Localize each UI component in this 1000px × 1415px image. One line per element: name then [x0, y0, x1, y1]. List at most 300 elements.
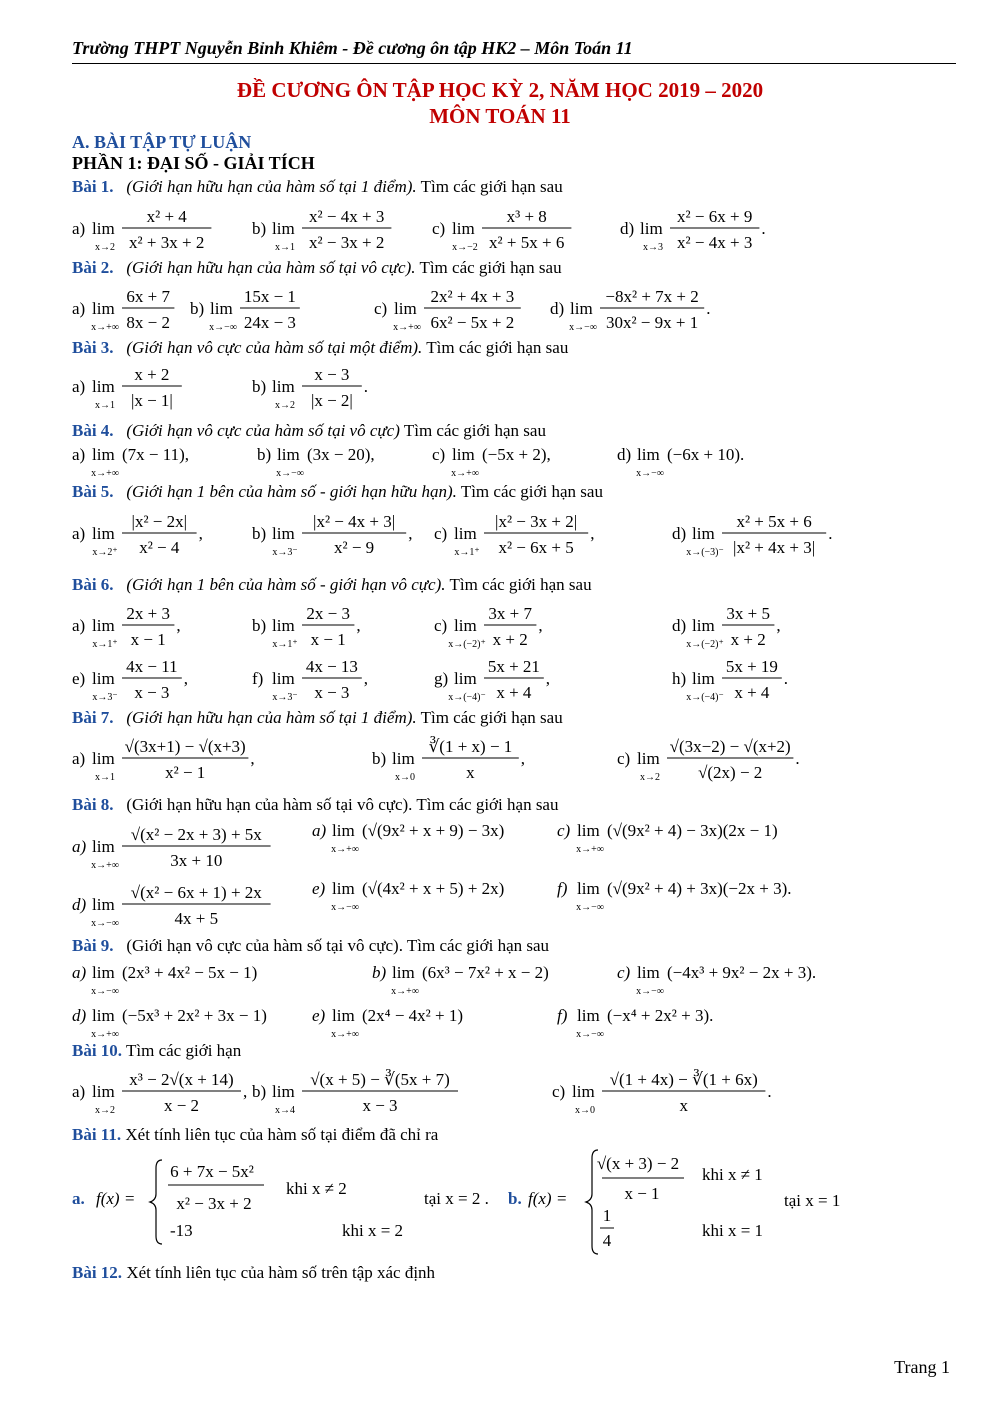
fraction-denominator: 24x − 3 — [243, 313, 296, 332]
fraction-denominator: 4x + 5 — [174, 909, 219, 928]
fraction-numerator: 3x + 7 — [488, 604, 532, 623]
limit-subscript: x→0 — [575, 1105, 595, 1116]
exercise-label: h) — [672, 669, 687, 688]
exercise-row — [72, 818, 932, 878]
limit-subscript: x→1⁺ — [92, 639, 118, 650]
lim-operator: lim — [92, 837, 115, 856]
expression: (√(9x² + 4) + 3x)(−2x + 3). — [607, 879, 792, 898]
punctuation: , — [776, 616, 781, 635]
limit-expression — [672, 597, 952, 657]
expression: (√(9x² + x + 9) − 3x) — [362, 821, 505, 840]
punctuation: , — [545, 669, 551, 688]
exercise-row — [72, 730, 932, 790]
limit-subscript: x→(−4)⁻ — [686, 692, 724, 703]
limit-expression — [617, 960, 897, 996]
exercise-label: f) — [252, 669, 264, 688]
expression: (3x − 20), — [307, 445, 375, 464]
limit-subscript: x→(−2)⁺ — [686, 639, 724, 650]
lim-operator: lim — [92, 524, 115, 543]
limit-subscript: x→−2 — [452, 242, 478, 253]
lim-operator: lim — [272, 669, 295, 688]
problem-heading: Bài 11. Xét tính liên tục của hàm số tại điểm đã chỉ ra — [72, 1125, 439, 1144]
condition: khi x = 2 — [342, 1221, 404, 1240]
fraction-numerator: x² + 4 — [146, 207, 187, 226]
exercise-label: a) — [72, 1082, 86, 1101]
fraction-numerator: √(1 + 4x) − ∛(1 + 6x) — [609, 1070, 758, 1089]
fraction-denominator: x − 1 — [310, 630, 346, 649]
fraction-numerator: |x² − 4x + 3| — [313, 512, 396, 531]
exercise-label: d) — [617, 445, 632, 464]
expression: (√(9x² + 4) − 3x)(2x − 1) — [607, 821, 778, 840]
exercise-row — [72, 442, 932, 482]
exercise-label: c) — [434, 616, 448, 635]
exercise-label: c) — [617, 963, 631, 982]
section-heading: A. BÀI TẬP TỰ LUẬN — [72, 132, 252, 152]
condition: khi x = 1 — [702, 1221, 764, 1240]
problem-heading: Bài 12. Xét tính liên tục của hàm số trên tập xác định — [72, 1263, 436, 1282]
limit-expression — [312, 818, 592, 854]
punctuation: . — [783, 669, 789, 688]
lim-operator: lim — [570, 299, 593, 318]
lim-operator: lim — [452, 445, 475, 464]
fraction-denominator: x² + 3x + 2 — [129, 233, 205, 252]
document-title: ĐỀ CƯƠNG ÔN TẬP HỌC KỲ 2, NĂM HỌC 2019 – 2020 — [236, 78, 764, 102]
fraction-denominator: x² + 5x + 6 — [489, 233, 565, 252]
limit-subscript: x→0 — [395, 772, 415, 783]
lim-operator: lim — [272, 377, 295, 396]
limit-subscript: x→(−3)⁻ — [686, 547, 724, 558]
fraction-denominator: x² − 6x + 5 — [498, 538, 574, 557]
fraction-denominator: x² − 4x + 3 — [677, 233, 753, 252]
lim-operator: lim — [92, 219, 115, 238]
limit-expression — [312, 876, 592, 912]
lim-operator: lim — [692, 669, 715, 688]
exercise-label: b) — [372, 963, 387, 982]
expression: (−5x³ + 2x² + 3x − 1) — [122, 1006, 267, 1025]
fraction-numerator: x² − 4x + 3 — [309, 207, 385, 226]
limit-subscript: x→+∞ — [91, 1029, 119, 1040]
fraction-denominator: x² − 1 — [165, 763, 206, 782]
problem-heading: Bài 7. (Giới hạn hữu hạn của hàm số tại 1 điểm). Tìm các giới hạn sau — [72, 708, 563, 727]
punctuation: . — [795, 749, 800, 768]
expression: (√(4x² + x + 5) + 2x) — [362, 879, 505, 898]
punctuation: , — [250, 749, 255, 768]
limit-subscript: x→2 — [275, 400, 295, 411]
expression: (2x³ + 4x² − 5x − 1) — [122, 963, 258, 982]
fraction-denominator: x + 2 — [492, 630, 528, 649]
fraction-numerator: 5x + 21 — [487, 657, 540, 676]
limit-expression — [72, 730, 352, 790]
punctuation: . — [706, 299, 711, 318]
lim-operator: lim — [92, 1082, 115, 1101]
exercise-label: f) — [557, 1006, 568, 1025]
limit-expression — [72, 818, 352, 878]
fraction-numerator: 2x + 3 — [126, 604, 170, 623]
exercise-label: d) — [550, 299, 565, 318]
lim-operator: lim — [332, 1006, 355, 1025]
punctuation: , — [198, 524, 203, 543]
limit-subscript: x→1⁺ — [454, 547, 480, 558]
problem-heading: Bài 5. (Giới hạn 1 bên của hàm số - giới hạn hữu hạn). Tìm các giới hạn sau — [72, 482, 603, 501]
limit-expression — [620, 200, 900, 260]
punctuation: . — [767, 1082, 772, 1101]
fraction-numerator: 4x − 13 — [305, 657, 358, 676]
exercise-label: c) — [557, 821, 571, 840]
limit-subscript: x→4 — [275, 1105, 295, 1116]
limit-subscript: x→+∞ — [331, 1029, 359, 1040]
limit-subscript: x→2⁺ — [92, 547, 118, 558]
exercise-label: e) — [312, 1006, 326, 1025]
limit-subscript: x→2 — [95, 1105, 115, 1116]
limit-subscript: x→−∞ — [91, 918, 119, 929]
problem-heading: Bài 1. (Giới hạn hữu hạn của hàm số tại 1 điểm). Tìm các giới hạn sau — [72, 177, 563, 196]
fraction-numerator: 2x² + 4x + 3 — [430, 287, 515, 306]
evaluation-point: tại x = 1 — [784, 1191, 841, 1210]
fraction-numerator: ∛(1 + x) − 1 — [428, 737, 513, 756]
exercise-label: e) — [312, 879, 326, 898]
lim-operator: lim — [392, 749, 415, 768]
limit-expression — [252, 1063, 532, 1123]
exercise-label: a) — [72, 749, 86, 768]
lim-operator: lim — [272, 616, 295, 635]
fraction-denominator: x + 2 — [730, 630, 766, 649]
exercise-label: a) — [72, 377, 86, 396]
lim-operator: lim — [452, 219, 475, 238]
problem-heading: Bài 8. (Giới hạn hữu hạn của hàm số tại vô cực). Tìm các giới hạn sau — [72, 795, 559, 814]
limit-subscript: x→1 — [275, 242, 295, 253]
piecewise-b — [508, 1150, 840, 1254]
fraction-denominator: |x − 2| — [310, 391, 353, 410]
exercise-label: g) — [434, 669, 449, 688]
limit-subscript: x→+∞ — [576, 844, 604, 855]
fraction-numerator: √(x + 5) − ∛(5x + 7) — [310, 1070, 450, 1089]
piecewise-a — [72, 1160, 489, 1244]
exercise-label: d) — [672, 524, 687, 543]
expression: (−5x + 2), — [482, 445, 551, 464]
piece-value: -13 — [170, 1221, 193, 1240]
exercise-label: c) — [552, 1082, 566, 1101]
function-name: f(x) = — [528, 1189, 568, 1208]
lim-operator: lim — [92, 299, 115, 318]
punctuation: , — [408, 524, 413, 543]
problem-heading: Bài 2. (Giới hạn hữu hạn của hàm số tại vô cực). Tìm các giới hạn sau — [72, 258, 562, 277]
fraction-denominator: x² − 3x + 2 — [176, 1194, 252, 1213]
page-header: Trường THPT Nguyễn Bỉnh Khiêm - Đề cương ôn tập HK2 – Môn Toán 11 — [72, 38, 633, 58]
fraction-numerator: |x² − 3x + 2| — [495, 512, 578, 531]
fraction-numerator: x − 3 — [314, 365, 350, 384]
limit-subscript: x→−∞ — [576, 902, 604, 913]
fraction-denominator: x² − 9 — [334, 538, 375, 557]
part-label: a. — [72, 1189, 85, 1208]
exercise-label: b) — [252, 219, 267, 238]
limit-subscript: x→+∞ — [451, 468, 479, 479]
part-label: b. — [508, 1189, 522, 1208]
limit-subscript: x→+∞ — [391, 986, 419, 997]
limit-subscript: x→2 — [640, 772, 660, 783]
lim-operator: lim — [454, 524, 477, 543]
limit-subscript: x→+∞ — [331, 844, 359, 855]
punctuation: , — [176, 616, 181, 635]
lim-operator: lim — [277, 445, 300, 464]
problem-heading: Bài 4. (Giới hạn vô cực của hàm số tại vô cực) Tìm các giới hạn sau — [72, 421, 546, 440]
exercise-label: a) — [72, 445, 86, 464]
piecewise-functions — [72, 1146, 932, 1258]
exercise-label: d) — [672, 616, 687, 635]
exercise-label: d) — [72, 1006, 87, 1025]
fraction-numerator: x² − 6x + 9 — [677, 207, 753, 226]
exercise-row — [72, 597, 932, 657]
limit-subscript: x→3⁻ — [272, 547, 298, 558]
problem-heading: Bài 3. (Giới hạn vô cực của hàm số tại một điểm). Tìm các giới hạn sau — [72, 338, 569, 357]
punctuation: , — [590, 524, 595, 543]
lim-operator: lim — [332, 821, 355, 840]
exercise-label: d) — [620, 219, 635, 238]
problem-heading: Bài 6. (Giới hạn 1 bên của hàm số - giới hạn vô cực). Tìm các giới hạn sau — [72, 575, 592, 594]
expression: (7x − 11), — [122, 445, 190, 464]
exercise-label: c) — [432, 445, 446, 464]
problem-heading: Bài 10. Tìm các giới hạn — [72, 1041, 242, 1060]
limit-expression — [252, 358, 532, 418]
limit-subscript: x→(−2)⁺ — [448, 639, 486, 650]
fraction-numerator: √(x + 3) − 2 — [596, 1154, 680, 1173]
lim-operator: lim — [692, 616, 715, 635]
lim-operator: lim — [637, 749, 660, 768]
limit-expression — [312, 1003, 592, 1039]
exercise-label: a) — [72, 616, 86, 635]
limit-expression — [372, 960, 652, 996]
document-subtitle: MÔN TOÁN 11 — [429, 104, 571, 128]
lim-operator: lim — [92, 616, 115, 635]
lim-operator: lim — [332, 879, 355, 898]
lim-operator: lim — [92, 445, 115, 464]
fraction-denominator: x — [466, 763, 475, 782]
punctuation: , — [183, 669, 189, 688]
lim-operator: lim — [392, 963, 415, 982]
fraction-numerator: x² + 5x + 6 — [736, 512, 812, 531]
exercise-label: a) — [72, 963, 87, 982]
fraction-numerator: −8x² + 7x + 2 — [605, 287, 699, 306]
limit-expression — [617, 442, 897, 478]
fraction-denominator: x − 3 — [314, 683, 350, 702]
exercise-label: b) — [190, 299, 205, 318]
fraction-numerator: 6 + 7x − 5x² — [170, 1162, 254, 1181]
lim-operator: lim — [92, 377, 115, 396]
fraction-numerator: x³ + 8 — [506, 207, 547, 226]
exercise-label: e) — [72, 669, 86, 688]
limit-subscript: x→+∞ — [91, 860, 119, 871]
fraction-numerator: √(3x+1) − √(x+3) — [124, 737, 246, 756]
exercise-label: b) — [252, 616, 267, 635]
limit-subscript: x→−∞ — [209, 322, 237, 333]
limit-subscript: x→−∞ — [569, 322, 597, 333]
fraction-denominator: |x² + 4x + 3| — [733, 538, 816, 557]
limit-subscript: x→−∞ — [276, 468, 304, 479]
punctuation: , — [538, 616, 543, 635]
lim-operator: lim — [454, 616, 477, 635]
lim-operator: lim — [692, 524, 715, 543]
lim-operator: lim — [394, 299, 417, 318]
lim-operator: lim — [210, 299, 233, 318]
limit-subscript: x→3⁻ — [272, 692, 298, 703]
punctuation: , — [356, 616, 361, 635]
limit-expression — [557, 1003, 837, 1039]
expression: (2x⁴ − 4x² + 1) — [362, 1006, 464, 1025]
fraction-denominator: x − 1 — [624, 1184, 660, 1203]
fraction-numerator: 4x − 11 — [126, 657, 178, 676]
limit-expression — [72, 876, 352, 936]
lim-operator: lim — [92, 895, 115, 914]
exercise-label: b) — [257, 445, 272, 464]
lim-operator: lim — [577, 1006, 600, 1025]
exercise-label: a) — [72, 219, 86, 238]
lim-operator: lim — [637, 445, 660, 464]
limit-subscript: x→3⁻ — [92, 692, 118, 703]
exercise-label: b) — [252, 377, 267, 396]
header-divider — [72, 63, 956, 64]
punctuation: . — [761, 219, 766, 238]
limit-subscript: x→−∞ — [91, 986, 119, 997]
limit-subscript: x→+∞ — [393, 322, 421, 333]
limit-subscript: x→+∞ — [91, 468, 119, 479]
fraction-denominator: 4 — [602, 1231, 612, 1250]
fraction-numerator: x + 2 — [134, 365, 170, 384]
punctuation: . — [828, 524, 833, 543]
fraction-denominator: x — [679, 1096, 688, 1115]
exercise-label: a) — [72, 524, 86, 543]
evaluation-point: tại x = 2 . — [424, 1189, 489, 1208]
lim-operator: lim — [272, 1082, 295, 1101]
lim-operator: lim — [640, 219, 663, 238]
limit-expression — [617, 730, 897, 790]
function-name: f(x) = — [96, 1189, 136, 1208]
fraction-numerator: √(3x−2) − √(x+2) — [669, 737, 791, 756]
exercise-label: a) — [312, 821, 327, 840]
expression: (−4x³ + 9x² − 2x + 3). — [667, 963, 817, 982]
limit-subscript: x→(−4)⁻ — [448, 692, 486, 703]
limit-expression — [557, 818, 837, 854]
lim-operator: lim — [577, 821, 600, 840]
part-heading: PHẦN 1: ĐẠI SỐ - GIẢI TÍCH — [72, 153, 315, 173]
fraction-denominator: |x − 1| — [130, 391, 173, 410]
exercise-row — [72, 960, 932, 1000]
limit-subscript: x→1⁺ — [272, 639, 298, 650]
exercise-row — [72, 280, 932, 340]
condition: khi x ≠ 1 — [702, 1165, 763, 1184]
punctuation: . — [363, 377, 369, 396]
exercise-row — [72, 876, 932, 936]
punctuation: , — [363, 669, 369, 688]
fraction-numerator: √(x² − 6x + 1) + 2x — [130, 883, 262, 902]
fraction-numerator: √(x² − 2x + 3) + 5x — [130, 825, 262, 844]
fraction-denominator: x + 4 — [496, 683, 532, 702]
expression: (6x³ − 7x² + x − 2) — [422, 963, 549, 982]
fraction-numerator: 3x + 5 — [726, 604, 770, 623]
fraction-denominator: x − 3 — [134, 683, 170, 702]
punctuation: , — [520, 749, 526, 768]
exercise-row — [72, 200, 932, 260]
limit-subscript: x→1 — [95, 400, 115, 411]
fraction-numerator: 6x + 7 — [126, 287, 170, 306]
lim-operator: lim — [92, 1006, 115, 1025]
punctuation: , — [243, 1082, 248, 1101]
fraction-denominator: x + 4 — [734, 683, 770, 702]
exercise-row — [72, 358, 932, 418]
limit-subscript: x→−∞ — [576, 1029, 604, 1040]
fraction-denominator: 30x² − 9x + 1 — [605, 313, 699, 332]
fraction-denominator: x² − 4 — [139, 538, 180, 557]
fraction-numerator: x³ − 2√(x + 14) — [129, 1070, 234, 1089]
exercise-row — [72, 1003, 932, 1043]
problem-heading: Bài 9. (Giới hạn vô cực của hàm số tại vô cực). Tìm các giới hạn sau — [72, 936, 550, 955]
lim-operator: lim — [272, 219, 295, 238]
exercise-row — [72, 1063, 932, 1123]
exercise-label: b) — [252, 524, 267, 543]
lim-operator: lim — [637, 963, 660, 982]
limit-expression — [72, 960, 352, 996]
fraction-denominator: x − 1 — [130, 630, 166, 649]
exercise-label: c) — [374, 299, 388, 318]
limit-subscript: x→−∞ — [636, 468, 664, 479]
fraction-denominator: 8x − 2 — [126, 313, 170, 332]
limit-expression — [72, 1003, 352, 1039]
lim-operator: lim — [92, 963, 115, 982]
expression: (−x⁴ + 2x² + 3). — [607, 1006, 714, 1025]
limit-subscript: x→3 — [643, 242, 663, 253]
exercise-label: d) — [72, 895, 87, 914]
limit-subscript: x→1 — [95, 772, 115, 783]
exercise-label: c) — [434, 524, 448, 543]
limit-expression — [672, 505, 952, 565]
limit-subscript: x→−∞ — [331, 902, 359, 913]
fraction-denominator: x − 3 — [362, 1096, 398, 1115]
fraction-denominator: 3x + 10 — [170, 851, 223, 870]
lim-operator: lim — [572, 1082, 595, 1101]
fraction-numerator: 5x + 19 — [725, 657, 778, 676]
exercise-label: f) — [557, 879, 568, 898]
page-number: Trang 1 — [894, 1357, 950, 1377]
fraction-numerator: 15x − 1 — [243, 287, 296, 306]
fraction-denominator: 6x² − 5x + 2 — [430, 313, 515, 332]
lim-operator: lim — [272, 524, 295, 543]
fraction-numerator: 2x − 3 — [306, 604, 350, 623]
exercise-row — [72, 650, 932, 710]
exercise-label: b) — [372, 749, 387, 768]
left-brace — [150, 1160, 162, 1244]
fraction-denominator: √(2x) − 2 — [698, 763, 763, 782]
fraction-denominator: x − 2 — [163, 1096, 200, 1115]
exercise-label: c) — [617, 749, 631, 768]
expression: (−6x + 10). — [667, 445, 745, 464]
exercise-label: a) — [72, 299, 86, 318]
limit-expression — [552, 1063, 832, 1123]
fraction-denominator: x² − 3x + 2 — [309, 233, 385, 252]
exercise-label: a) — [72, 837, 87, 856]
exercise-label: c) — [432, 219, 446, 238]
fraction-numerator: 1 — [602, 1206, 612, 1225]
condition: khi x ≠ 2 — [286, 1179, 347, 1198]
limit-expression — [372, 730, 652, 790]
limit-expression — [672, 650, 952, 710]
limit-subscript: x→+∞ — [91, 322, 119, 333]
limit-subscript: x→−∞ — [636, 986, 664, 997]
limit-expression — [550, 280, 830, 340]
lim-operator: lim — [92, 749, 115, 768]
limit-subscript: x→2 — [95, 242, 115, 253]
lim-operator: lim — [454, 669, 477, 688]
limit-expression — [557, 876, 837, 912]
fraction-numerator: |x² − 2x| — [131, 512, 188, 531]
exercise-row — [72, 505, 932, 565]
